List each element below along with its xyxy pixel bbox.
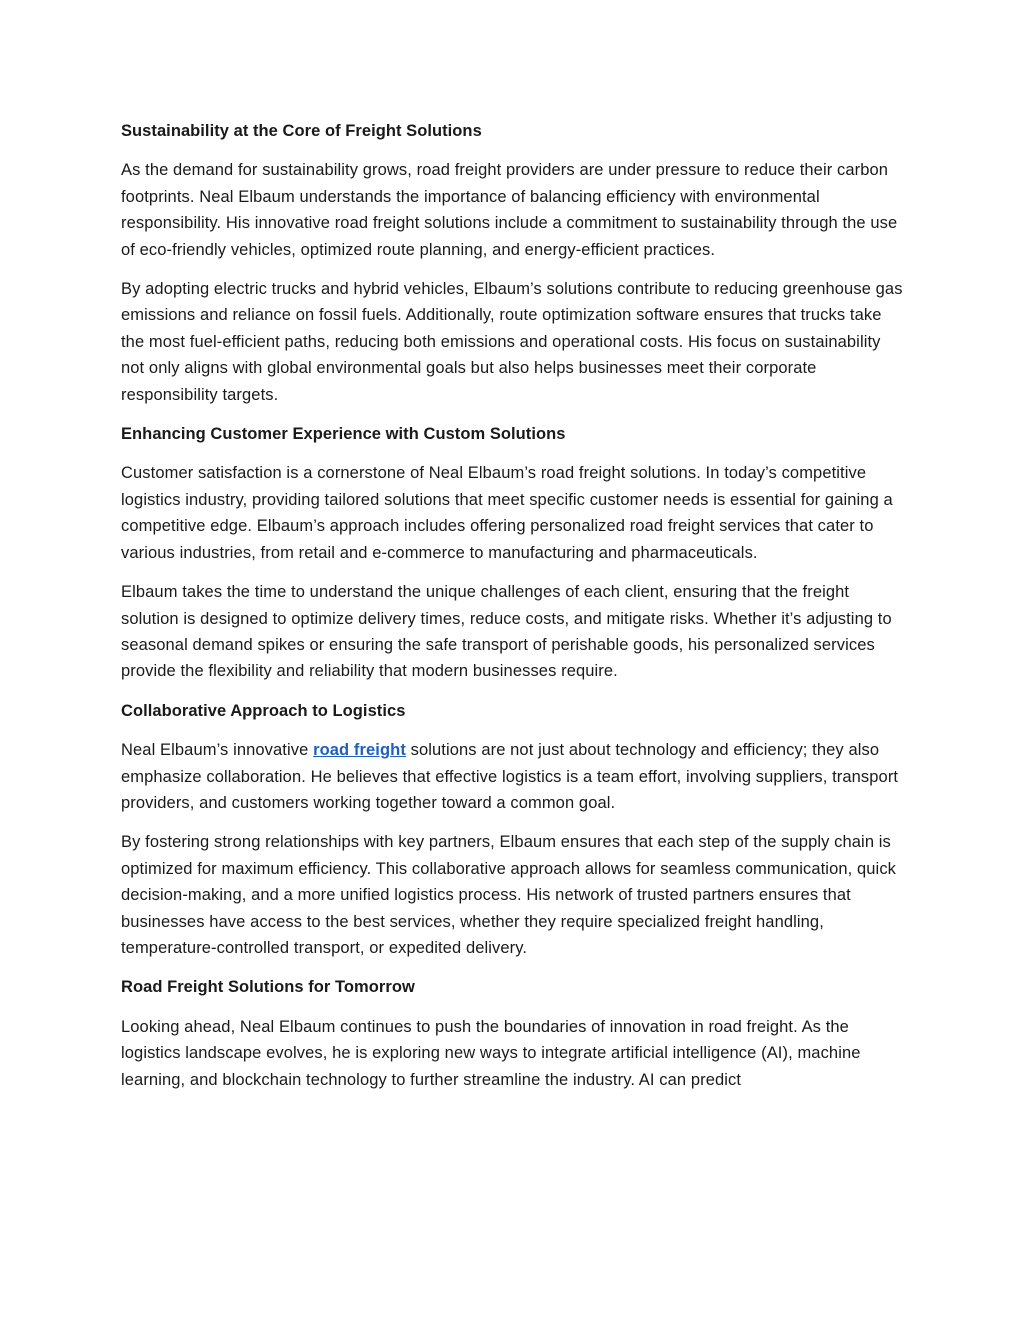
road-freight-link[interactable]: road freight bbox=[313, 741, 406, 760]
document-page bbox=[121, 118, 907, 1106]
paragraph: By adopting electric trucks and hybrid vehicles, Elbaum’s solutions contribute to reducing greenhouse gas emissions and reliance on fossil fuels. Additionally, route optimization software ensures that trucks take the most fuel-efficient paths, reducing both emissions and operational costs. His focus on sustainability not only aligns with global environmental goals but also helps businesses meet their corporate responsibility targets. bbox=[121, 280, 903, 404]
paragraph: Elbaum takes the time to understand the unique challenges of each client, ensuring that the freight solution is designed to optimize delivery times, reduce costs, and mitigate risks. Whether it’s adjusting to seasonal demand spikes or ensuring the safe transport of perishable goods, his personalized services provide the flexibility and reliability that modern businesses require. bbox=[121, 583, 892, 681]
paragraph: As the demand for sustainability grows, road freight providers are under pressure to reduce their carbon footprints. Neal Elbaum understands the importance of balancing efficiency with environmental responsibility. His innovative road freight solutions include a commitment to sustainability through the use of eco-friendly vehicles, optimized route planning, and energy-efficient practices. bbox=[121, 161, 898, 259]
text-before-link: Neal Elbaum’s innovative bbox=[121, 741, 314, 760]
section-heading-customer-experience: Enhancing Customer Experience with Custom Solutions bbox=[121, 425, 566, 444]
section-heading-tomorrow: Road Freight Solutions for Tomorrow bbox=[121, 978, 415, 997]
section-heading-collaborative: Collaborative Approach to Logistics bbox=[121, 701, 406, 720]
paragraph: By fostering strong relationships with key partners, Elbaum ensures that each step of the supply chain is optimized for maximum efficiency. This collaborative approach allows for seamless communication, quick decision-making, and a more unified logistics process. His network of trusted partners ensures that businesses have access to the best services, whether they require specialized freight handling, temperature-controlled transport, or expedited delivery. bbox=[121, 833, 897, 957]
paragraph: Customer satisfaction is a cornerstone of Neal Elbaum’s road freight solutions. In today’s competitive logistics industry, providing tailored solutions that meet specific customer needs is essential for gaining a competitive edge. Elbaum’s approach includes offering personalized road freight services that cater to various industries, from retail and e-commerce to manufacturing and pharmaceuticals. bbox=[121, 464, 893, 562]
text-after-link: solutions are not just about technology and efficiency; they also emphasize collaboration. He believes that effective logistics is a team effort, involving suppliers, transport providers, and customers working together toward a common goal. bbox=[121, 741, 899, 812]
paragraph-with-link bbox=[121, 737, 907, 816]
section-heading-sustainability: Sustainability at the Core of Freight Solutions bbox=[121, 122, 482, 140]
paragraph: Looking ahead, Neal Elbaum continues to push the boundaries of innovation in road freight. As the logistics landscape evolves, he is exploring new ways to integrate artificial intelligence (AI), machine learning, and blockchain technology to further streamline the industry. AI can predict bbox=[121, 1017, 861, 1089]
